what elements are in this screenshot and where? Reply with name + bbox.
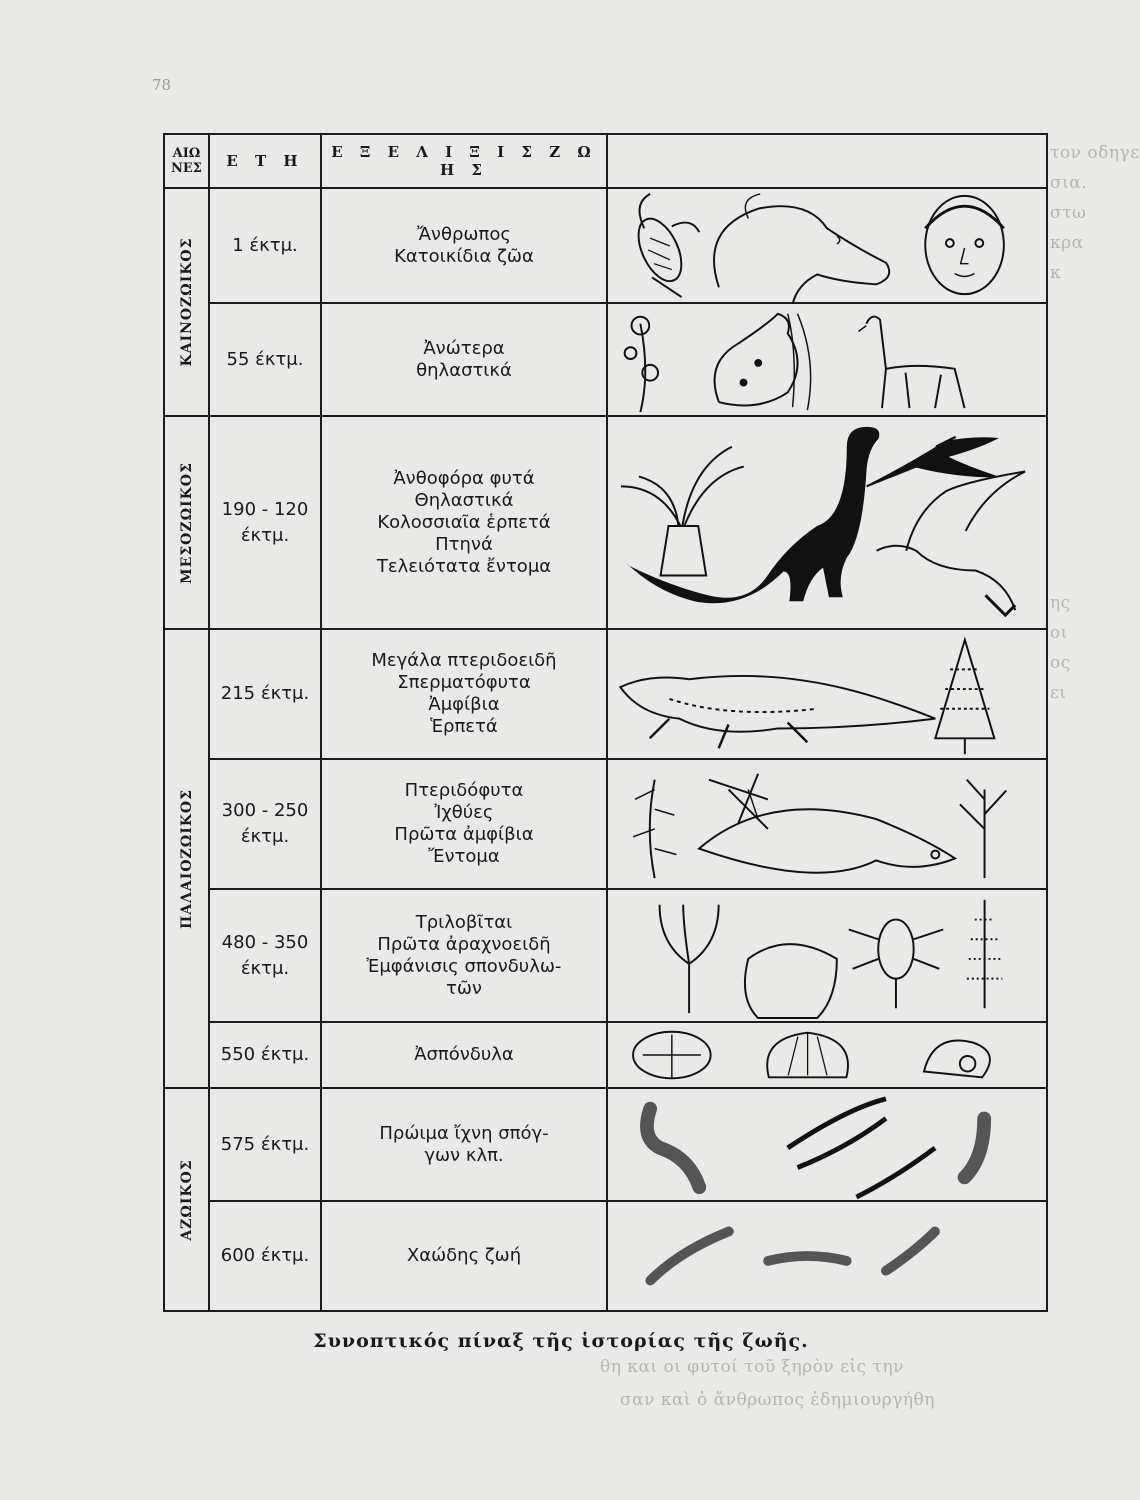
dinosaur-icon: [625, 427, 879, 603]
years-cell: 300 - 250 έκτμ.: [209, 759, 321, 889]
table-row: [164, 303, 1047, 416]
years-cell: 215 έκτμ.: [209, 629, 321, 759]
illustration-cell: [607, 1201, 1047, 1311]
illustration-row-1: [608, 189, 1046, 302]
life-cell: Ἀνθοφόρα φυτά Θηλαστικά Κολοσσιαῖα ἑρπετά Πτηνά Τελειότατα ἔντομα: [321, 416, 607, 629]
llama-icon: [858, 317, 964, 409]
corn-icon: [630, 194, 699, 297]
flower-icon: [625, 317, 658, 412]
illustration-row-5: [608, 760, 1046, 888]
table-row: [164, 1088, 1047, 1201]
illustration-cell: [607, 303, 1047, 416]
table-row: [164, 629, 1047, 759]
branch-tree-icon: [960, 780, 1006, 878]
shell-icon: [745, 944, 837, 1018]
trilobite-icon: [633, 1032, 711, 1079]
bear-icon: [715, 314, 811, 410]
illustration-cell: [607, 188, 1047, 303]
crinoid-icon: [660, 905, 719, 1013]
primitive-worms-icon: [650, 1231, 935, 1280]
era-azoic: ΑΖΩΙΚΟΣ: [164, 1088, 209, 1311]
years-cell: 550 έκτμ.: [209, 1022, 321, 1088]
table-row: [164, 889, 1047, 1022]
era-cenozoic: ΚΑΙΝΟΖΩΙΚΟΣ: [164, 188, 209, 416]
years-cell: 1 έκτμ.: [209, 188, 321, 303]
illustration-cell: [607, 889, 1047, 1022]
illustration-cell: [607, 1088, 1047, 1201]
illustration-row-7: [608, 1023, 1046, 1087]
pterodactyl-icon: [867, 437, 996, 487]
table-row: [164, 188, 1047, 303]
header-evolution: Ε Ξ Ε Λ Ι Ξ Ι Σ Ζ Ω Η Σ: [321, 134, 607, 188]
life-cell: Ἀσπόνδυλα: [321, 1022, 607, 1088]
life-cell: Τριλοβῖται Πρῶτα ἀραχνοειδῆ Ἐμφάνισις σπονδυλω- τῶν: [321, 889, 607, 1022]
table-row: [164, 759, 1047, 889]
archaeopteryx-icon: [877, 471, 1026, 615]
illustration-row-9: [608, 1202, 1046, 1310]
illustration-row-4: [608, 630, 1046, 758]
years-cell: 600 έκτμ.: [209, 1201, 321, 1311]
horse-head-icon: [714, 194, 889, 304]
conifer-tree-icon: [935, 640, 994, 754]
life-cell: Χαώδης ζωή: [321, 1201, 607, 1311]
illustration-row-3: [608, 417, 1046, 628]
era-mesozoic: ΜΕΣΟΖΩΙΚΟΣ: [164, 416, 209, 629]
table-row: [164, 1022, 1047, 1088]
dragonfly-icon: [709, 774, 768, 829]
fern-icon: [633, 780, 676, 878]
table-row: [164, 1201, 1047, 1311]
snail-icon: [924, 1040, 990, 1077]
life-cell: Ἀνώτερα θηλαστικά: [321, 303, 607, 416]
page-number: 78: [152, 76, 172, 94]
worm-trace-icon: [647, 1109, 699, 1188]
years-cell: 190 - 120 έκτμ.: [209, 416, 321, 629]
illustration-row-8: [608, 1089, 1046, 1200]
table-caption: Συνοπτικός πίναξ τῆς ἱστορίας τῆς ζωῆς.: [313, 1330, 809, 1352]
illustration-cell: [607, 416, 1047, 629]
life-history-table: [163, 133, 1048, 1312]
life-cell: Πρώιμα ἴχνη σπόγ- γων κλπ.: [321, 1088, 607, 1201]
fish-icon: [699, 790, 955, 873]
illustration-row-6: [608, 890, 1046, 1021]
era-paleozoic: ΠΑΛΑΙΟΖΩΙΚΟΣ: [164, 629, 209, 1088]
life-cell: Πτεριδόφυτα Ἰχθύες Πρῶτα ἀμφίβια Ἔντομα: [321, 759, 607, 889]
life-cell: Μεγάλα πτεριδοειδῆ Σπερματόφυτα Ἀμφίβια Ἑρπετά: [321, 629, 607, 759]
illustration-cell: [607, 759, 1047, 889]
scallop-icon: [767, 1033, 848, 1078]
sea-scorpion-icon: [849, 920, 944, 1009]
life-cell: Ἄνθρωπος Κατοικίδια ζῶα: [321, 188, 607, 303]
cycad-icon: [621, 447, 744, 576]
years-cell: 575 έκτμ.: [209, 1088, 321, 1201]
header-illustrations: [607, 134, 1047, 188]
table-row: [164, 416, 1047, 629]
illustration-cell: [607, 629, 1047, 759]
amphibian-reptile-icon: [620, 676, 935, 748]
years-cell: 480 - 350 έκτμ.: [209, 889, 321, 1022]
human-head-icon: [925, 196, 1004, 294]
worms-icon: [788, 1099, 935, 1197]
years-cell: 55 έκτμ.: [209, 303, 321, 416]
horsetail-icon: [967, 900, 1002, 1008]
illustration-cell: [607, 1022, 1047, 1088]
header-eras: ΑΙΩ ΝΕΣ: [164, 134, 209, 188]
table-header-row: [164, 134, 1047, 188]
illustration-row-2: [608, 304, 1046, 415]
header-years: Ε Τ Η: [209, 134, 321, 188]
